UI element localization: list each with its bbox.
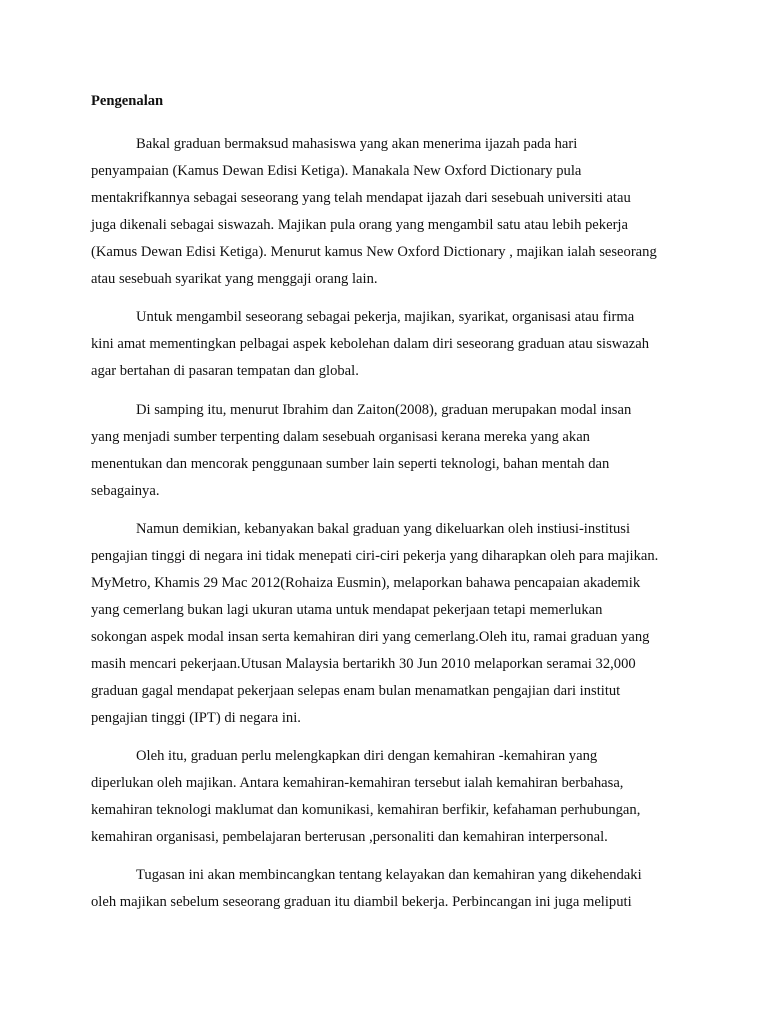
text-line: penyampaian (Kamus Dewan Edisi Ketiga). Manakala New Oxford Dictionary pula [91, 163, 582, 179]
text-line: (Kamus Dewan Edisi Ketiga). Menurut kamus New Oxford Dictionary , majikan ialah seseorang [91, 244, 657, 260]
text-line: sebagainya. [91, 483, 160, 499]
text-line: MyMetro, Khamis 29 Mac 2012(Rohaiza Eusmin), melaporkan bahawa pencapaian akademik [91, 575, 641, 591]
text-line: Bakal graduan bermaksud mahasiswa yang akan menerima ijazah pada hari [136, 136, 578, 152]
text-line: pengajian tinggi di negara ini tidak menepati ciri-ciri pekerja yang diharapkan oleh para majikan. [91, 548, 659, 564]
text-line: Untuk mengambil seseorang sebagai pekerja, majikan, syarikat, organisasi atau firma [136, 309, 635, 325]
text-line: kini amat mementingkan pelbagai aspek kebolehan dalam diri seseorang graduan atau siswazah [91, 336, 650, 352]
text-line: yang menjadi sumber terpenting dalam sesebuah organisasi kerana mereka yang akan [91, 429, 590, 445]
section-heading: Pengenalan [91, 93, 164, 109]
text-line: diperlukan oleh majikan. Antara kemahiran-kemahiran tersebut ialah kemahiran berbahasa, [91, 775, 624, 791]
text-line: Namun demikian, kebanyakan bakal graduan yang dikeluarkan oleh instiusi-institusi [136, 521, 631, 537]
text-line: masih mencari pekerjaan.Utusan Malaysia bertarikh 30 Jun 2010 melaporkan seramai 32,000 [91, 656, 636, 672]
text-line: menentukan dan mencorak penggunaan sumber lain seperti teknologi, bahan mentah dan [91, 456, 610, 472]
text-line: juga dikenali sebagai siswazah. Majikan pula orang yang mengambil satu atau lebih pekerja [91, 217, 628, 233]
text-line: graduan gagal mendapat pekerjaan selepas enam bulan menamatkan pengajian dari institut [91, 683, 621, 699]
text-line: Oleh itu, graduan perlu melengkapkan diri dengan kemahiran -kemahiran yang [136, 748, 598, 764]
text-line: sokongan aspek modal insan serta kemahiran diri yang cemerlang.Oleh itu, ramai graduan yang [91, 629, 650, 645]
text-line: oleh majikan sebelum seseorang graduan itu diambil bekerja. Perbincangan ini juga meliputi [91, 894, 632, 910]
text-line: yang cemerlang bukan lagi ukuran utama untuk mendapat pekerjaan tetapi memerlukan [91, 602, 603, 618]
text-line: agar bertahan di pasaran tempatan dan global. [91, 363, 359, 379]
text-line: mentakrifkannya sebagai seseorang yang telah mendapat ijazah dari sesebuah universiti atau [91, 190, 631, 206]
text-line: kemahiran teknologi maklumat dan komunikasi, kemahiran berfikir, kefahaman perhubungan, [91, 802, 641, 818]
text-line: pengajian tinggi (IPT) di negara ini. [91, 710, 301, 726]
text-line: Tugasan ini akan membincangkan tentang kelayakan dan kemahiran yang dikehendaki [136, 867, 642, 883]
text-line: atau sesebuah syarikat yang menggaji orang lain. [91, 271, 378, 287]
text-line: kemahiran organisasi, pembelajaran berterusan ,personaliti dan kemahiran interpersonal. [91, 829, 608, 845]
text-line: Di samping itu, menurut Ibrahim dan Zaiton(2008), graduan merupakan modal insan [136, 402, 632, 418]
